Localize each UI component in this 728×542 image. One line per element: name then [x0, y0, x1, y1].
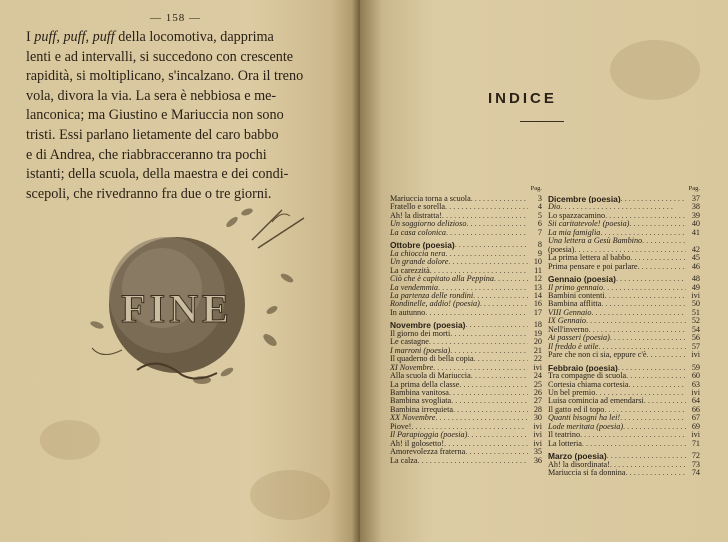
leader-dots	[474, 355, 528, 363]
entry-title: La carezzità	[390, 266, 430, 275]
entry-page-number: 46	[691, 262, 700, 271]
leader-dots	[560, 203, 686, 211]
leader-dots	[459, 381, 528, 389]
entry-page-number: 50	[691, 300, 700, 309]
paragraph-line	[26, 48, 322, 68]
entry-title: La mia famiglia	[548, 228, 601, 237]
paragraph-line	[26, 67, 322, 87]
leader-dots	[442, 212, 528, 220]
leader-dots	[644, 397, 686, 405]
text-run: I	[26, 29, 35, 45]
index-entry	[390, 389, 542, 397]
index-entry	[390, 381, 542, 389]
index-entry	[390, 397, 542, 405]
index-entry	[548, 423, 700, 431]
index-entry	[548, 326, 700, 334]
index-entry	[548, 254, 700, 262]
entry-title: XI Novembre	[390, 363, 434, 372]
leader-dots	[630, 254, 686, 262]
entry-page-number: 4	[537, 203, 542, 212]
index-entry	[548, 309, 700, 317]
entry-title: Bambina afflitta	[548, 300, 602, 309]
paragraph-line	[26, 106, 322, 126]
entry-page-number: 30	[533, 414, 542, 423]
leader-dots	[450, 347, 528, 355]
leader-dots	[638, 263, 686, 271]
entry-page-number: 19	[533, 329, 542, 338]
entry-page-number: 71	[691, 439, 700, 448]
index-entry	[548, 220, 700, 228]
leader-dots	[591, 309, 686, 317]
text-run: tristi. Essi parlano lietamente del caro babbo	[26, 126, 279, 143]
index-column-left	[390, 185, 542, 465]
index-entry	[390, 338, 542, 346]
index-entry	[390, 275, 542, 283]
entry-title: IX Gennaio	[548, 317, 586, 326]
entry-title: Pare che non ci sia, eppure c'è	[548, 351, 647, 360]
leader-dots	[451, 397, 528, 405]
index-entry	[390, 220, 542, 228]
entry-title: Piove!	[390, 422, 412, 431]
paragraph-line	[26, 165, 322, 185]
index-entry	[548, 212, 700, 220]
entry-page-number: 36	[533, 456, 542, 465]
index-entry	[390, 267, 542, 275]
leader-dots	[605, 212, 686, 220]
index-entry	[548, 334, 700, 342]
entry-title: Fratello e sorella	[390, 203, 446, 212]
fine-text: FINE	[121, 286, 233, 331]
index-entry	[548, 292, 700, 300]
entry-title: Il Parapioggia (poesia)	[390, 431, 468, 440]
text-run: e di Andrea, che riabbracceranno tra pochi	[26, 146, 267, 163]
leader-dots	[642, 237, 686, 245]
index-month-heading	[548, 195, 700, 203]
leader-dots	[626, 372, 686, 380]
index-entry	[390, 330, 542, 338]
index-entry	[390, 414, 542, 422]
entry-title: Ai passeri (poesia)	[548, 334, 610, 343]
pag-label: Pag.	[688, 185, 700, 192]
leader-dots	[471, 372, 528, 380]
leader-dots	[595, 389, 686, 397]
leader-dots	[582, 440, 686, 448]
index-month-heading	[390, 321, 542, 329]
leader-dots	[429, 338, 528, 346]
leader-dots	[473, 292, 528, 300]
index-column-right	[548, 185, 700, 478]
index-month-heading	[548, 275, 700, 283]
entry-title: La partenza delle rondini	[390, 291, 474, 300]
index-entry	[548, 343, 700, 351]
leader-dots	[610, 461, 686, 469]
leader-dots	[616, 275, 686, 283]
entry-page-number: 13	[533, 283, 542, 292]
index-entry	[548, 300, 700, 308]
index-entry	[390, 440, 542, 448]
entry-page-number: 38	[691, 203, 700, 212]
entry-page-number: 39	[691, 211, 700, 220]
entry-title: Il teatrino	[548, 431, 581, 440]
index-entry	[390, 250, 542, 258]
entry-page-number: 59	[691, 363, 700, 372]
leader-dots	[411, 423, 528, 431]
index-entry	[548, 381, 700, 389]
entry-page-number: 51	[691, 308, 700, 317]
leader-dots	[623, 423, 686, 431]
index-entry	[548, 317, 700, 325]
index-entry	[390, 457, 542, 465]
index-entry	[390, 364, 542, 372]
entry-page-number	[686, 237, 700, 245]
leader-dots	[445, 203, 528, 211]
index-entry	[548, 431, 700, 439]
index-entry	[548, 440, 700, 448]
entry-page-number: 27	[533, 397, 542, 406]
text-run: rapidità, si moltiplicano, s'incalzano. Ora il treno	[26, 68, 304, 85]
entry-page-number: 28	[533, 405, 542, 414]
leader-dots	[610, 334, 686, 342]
entry-page-number: 25	[533, 380, 542, 389]
entry-title: Gennaio (poesia)	[548, 275, 616, 284]
index-entry	[390, 372, 542, 380]
leader-dots	[448, 258, 528, 266]
text-run: scepoli, che rivedranno fra due o tre giorni.	[26, 185, 272, 202]
leader-dots	[449, 389, 528, 397]
entry-title: Cortesia chiama cortesia	[548, 380, 629, 389]
index-month-heading	[548, 452, 700, 460]
entry-title: Dicembre (poesia)	[548, 195, 621, 204]
entry-title: I marroni (poesia)	[390, 346, 451, 355]
entry-title: Un bel premio	[548, 388, 596, 397]
index-entry	[390, 448, 542, 456]
entry-title: Febbraio (poesia)	[548, 363, 618, 373]
entry-page-number: 42	[691, 245, 700, 254]
entry-title: Ottobre (poesia)	[390, 241, 455, 250]
leader-dots	[628, 381, 686, 389]
entry-page-number: ivi	[691, 431, 700, 440]
entry-page-number: 60	[691, 372, 700, 381]
pag-label: Pag.	[530, 185, 542, 192]
index-entry	[390, 229, 542, 237]
entry-page-number: 54	[691, 325, 700, 334]
entry-title: Bambina vanitosa	[390, 388, 449, 397]
entry-page-number: 35	[533, 448, 542, 457]
leader-dots	[580, 431, 686, 439]
leader-dots	[435, 414, 528, 422]
entry-page-number: 63	[691, 380, 700, 389]
left-page	[0, 0, 360, 542]
entry-title: Dio	[548, 203, 561, 212]
entry-page-number: ivi	[691, 291, 700, 300]
leader-dots	[438, 284, 528, 292]
entry-title: Rondinelle, addio! (poesia)	[390, 300, 480, 309]
entry-title: La vendemmia	[390, 283, 438, 292]
entry-page-number: 73	[691, 460, 700, 469]
leader-dots	[607, 452, 686, 460]
leader-dots	[466, 220, 528, 228]
entry-page-number: 37	[691, 195, 700, 203]
entry-title: Le castagne	[390, 338, 429, 347]
leader-dots	[600, 229, 686, 237]
leader-dots	[430, 267, 528, 275]
index-entry	[390, 300, 542, 308]
index-month-heading	[390, 241, 542, 249]
entry-page-number: 8	[537, 241, 542, 250]
leader-dots	[465, 321, 528, 329]
index-entry	[390, 284, 542, 292]
entry-page-number: 3	[537, 195, 542, 203]
entry-page-number: ivi	[533, 363, 542, 372]
leader-dots	[605, 292, 686, 300]
index-entry	[390, 258, 542, 266]
index-entry	[548, 203, 700, 211]
entry-title: Quanti bisogni ha lei!	[548, 414, 621, 423]
entry-page-number: 56	[691, 334, 700, 343]
entry-title: Il giorno dei morti	[390, 329, 451, 338]
entry-page-number: 17	[533, 308, 542, 317]
index-entry	[548, 406, 700, 414]
index-entry	[548, 414, 700, 422]
entry-title: Una lettera a Gesù Bambino	[548, 237, 643, 246]
entry-page-number: 45	[691, 254, 700, 263]
entry-page-number: 66	[691, 405, 700, 414]
text-run: istanti; della scuola, della maestra e dei condi-	[26, 166, 289, 183]
entry-title: Tra compagne di scuola	[548, 372, 627, 381]
index-entry	[548, 351, 700, 359]
entry-page-number: 16	[533, 300, 542, 309]
entry-title: VIII Gennaio	[548, 308, 592, 317]
leader-dots	[445, 250, 528, 258]
leader-dots	[574, 246, 686, 254]
index-month-heading	[548, 364, 700, 372]
italic-phrase: puff, puff, puff	[34, 29, 115, 45]
entry-page-number: ivi	[533, 422, 542, 431]
entry-title: Lo spazzacamino	[548, 211, 606, 220]
entry-title: Novembre (poesia)	[390, 321, 466, 330]
index-entry	[548, 246, 700, 254]
index-entry	[390, 423, 542, 431]
entry-page-number: 52	[691, 317, 700, 326]
entry-page-number: ivi	[533, 439, 542, 448]
fine-vignette	[82, 200, 312, 395]
text-run: lenti e ad intervalli, si succedono con crescente	[26, 48, 294, 65]
leader-dots	[621, 195, 686, 203]
index-entry	[390, 309, 542, 317]
entry-title: La casa colonica	[390, 228, 446, 237]
leader-dots	[467, 431, 528, 439]
paragraph-line	[26, 146, 322, 166]
entry-page-number: 57	[691, 342, 700, 351]
leader-dots	[618, 364, 686, 372]
leader-dots	[425, 309, 528, 317]
entry-page-number: 9	[537, 249, 542, 258]
entry-title: La prima lettera al babbo	[548, 254, 631, 263]
entry-page-number: 72	[691, 452, 700, 461]
entry-title: Bambina svogliata	[390, 397, 452, 406]
entry-title: La prima della classe	[390, 380, 460, 389]
entry-page-number: 74	[691, 469, 700, 478]
entry-title: Lode meritata (poesia)	[548, 422, 624, 431]
entry-page-number: 26	[533, 388, 542, 397]
index-entry	[548, 263, 700, 271]
entry-title: Ah! la disordinata!	[548, 460, 610, 469]
leader-dots	[444, 440, 528, 448]
entry-page-number: 14	[533, 291, 542, 300]
title-rule	[520, 121, 564, 122]
index-title: INDICE	[488, 90, 557, 107]
entry-page-number: 49	[691, 283, 700, 292]
index-entry	[548, 229, 700, 237]
entry-title: Ciò che è capitato alla Peppina	[390, 275, 494, 284]
entry-title: Il freddo è utile	[548, 342, 599, 351]
entry-title: La chioccia nera	[390, 249, 446, 258]
entry-page-number: 5	[537, 211, 542, 220]
leader-dots	[603, 284, 686, 292]
index-entry	[390, 203, 542, 211]
entry-page-number: ivi	[691, 351, 700, 360]
entry-title: Mariuccia si fa donnina	[548, 469, 626, 478]
entry-title: Il quaderno di bella copia	[390, 355, 474, 364]
leader-dots	[471, 195, 528, 203]
index-entry	[548, 237, 700, 245]
entry-page-number: 6	[537, 220, 542, 229]
entry-title: Ah! il golosetto!	[390, 439, 445, 448]
entry-page-number: 41	[691, 228, 700, 237]
leader-dots	[647, 351, 686, 359]
entry-title: Nell'inverno	[548, 325, 589, 334]
paragraph-line	[26, 126, 322, 146]
leader-dots	[604, 406, 686, 414]
entry-title: Sii caritatevole! (poesia)	[548, 220, 630, 229]
leader-dots	[433, 364, 528, 372]
leader-dots	[418, 457, 529, 465]
right-page	[360, 0, 728, 542]
entry-title: Bambina irrequieta	[390, 405, 453, 414]
index-entry	[548, 397, 700, 405]
leader-dots	[465, 448, 528, 456]
entry-title: La lotteria	[548, 439, 582, 448]
leader-dots	[455, 241, 528, 249]
entry-title: Prima pensare e poi parlare	[548, 262, 638, 271]
entry-title: XX Novembre	[390, 414, 436, 423]
index-entry	[548, 372, 700, 380]
entry-title: Un grande dolore	[390, 258, 449, 267]
leader-dots	[620, 414, 686, 422]
leader-dots	[629, 220, 686, 228]
paragraph-line	[26, 87, 322, 107]
leader-dots	[446, 229, 528, 237]
leader-dots	[494, 275, 528, 283]
index-entry	[390, 195, 542, 203]
entry-title: Amorevolezza fraterna	[390, 448, 466, 457]
text-run: lanconica; ma Giustino e Mariuccia non sono	[26, 107, 284, 124]
paragraph-line	[26, 28, 322, 48]
entry-title: La calza	[390, 456, 418, 465]
entry-page-number: 24	[533, 372, 542, 381]
entry-title: Luisa comincia ad emendarsi	[548, 397, 644, 406]
entry-title: In autunno	[390, 308, 426, 317]
index-entry	[548, 389, 700, 397]
entry-page-number: 40	[691, 220, 700, 229]
index-entry	[548, 284, 700, 292]
entry-page-number: 18	[533, 321, 542, 330]
entry-title: Mariuccia torna a scuola	[390, 195, 471, 203]
index-entry	[390, 355, 542, 363]
index-entry	[390, 406, 542, 414]
entry-title: Il gatto ed il topo	[548, 405, 605, 414]
leader-dots	[589, 326, 686, 334]
entry-page-number: ivi	[533, 431, 542, 440]
entry-page-number: 48	[691, 275, 700, 284]
index-entry	[390, 347, 542, 355]
body-paragraph	[26, 28, 322, 204]
index-entry	[390, 212, 542, 220]
entry-title: Bambini contenti	[548, 291, 605, 300]
entry-page-number: ivi	[691, 388, 700, 397]
entry-title: Alla scuola di Mariuccia	[390, 372, 471, 381]
entry-page-number: 20	[533, 338, 542, 347]
index-entry	[390, 431, 542, 439]
entry-title: Marzo (poesia)	[548, 452, 607, 461]
entry-page-number: 7	[537, 228, 542, 237]
entry-page-number: 10	[533, 258, 542, 267]
leader-dots	[601, 300, 686, 308]
entry-page-number: 64	[691, 397, 700, 406]
leader-dots	[598, 343, 686, 351]
leader-dots	[626, 469, 686, 477]
entry-title: (poesia)	[548, 245, 575, 254]
text-run: vola, divora la via. La sera è nebbiosa e me-	[26, 87, 277, 104]
leader-dots	[586, 317, 686, 325]
leader-dots	[450, 330, 528, 338]
leader-dots	[480, 300, 528, 308]
entry-page-number: 67	[691, 414, 700, 423]
entry-title: Il primo gennaio	[548, 283, 604, 292]
index-entry	[390, 292, 542, 300]
index-entry	[548, 469, 700, 477]
page-number: — 158 —	[150, 12, 201, 24]
entry-title: Ah! la distratta!	[390, 211, 442, 220]
entry-page-number: 12	[533, 275, 542, 284]
entry-page-number: 21	[533, 346, 542, 355]
entry-page-number: 11	[534, 266, 542, 275]
text-run: della locomotiva, dapprima	[114, 29, 274, 45]
leader-dots	[453, 406, 528, 414]
index-entry	[548, 461, 700, 469]
entry-title: Un soggiorno delizioso	[390, 220, 467, 229]
entry-page-number: 22	[533, 355, 542, 364]
entry-page-number: 69	[691, 422, 700, 431]
